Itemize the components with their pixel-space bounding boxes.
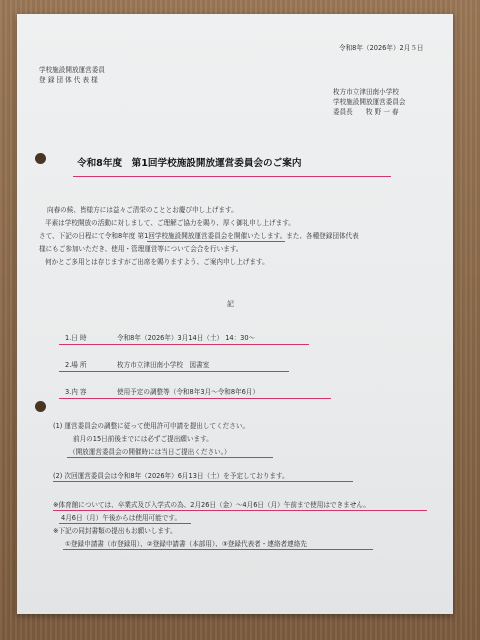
body-line-3: さて、下記の日程にて令和8年度 第1回学校施設開放運営委員会を開催いたします。また、各種登録団体代表 <box>39 232 359 240</box>
document-title: 令和8年度 第1回学校施設開放運営委員会のご案内 <box>77 158 302 169</box>
item-content-underline <box>59 398 331 399</box>
body-line-4: 様にもご参加いただき、使用・管理運営等について会合を行います。 <box>39 245 243 253</box>
sender-chairman: 委員長 牧 野 一 春 <box>333 108 399 116</box>
item-content-label: 3.内 容 <box>65 388 87 396</box>
sender-school: 枚方市立津田南小学校 <box>333 88 399 96</box>
item-datetime-label: 1.日 時 <box>65 334 87 342</box>
note-2-underline <box>53 481 353 482</box>
item-place-label: 2.場 所 <box>65 361 87 369</box>
punch-hole-top <box>35 153 46 164</box>
enclosed-documents-underline <box>63 549 373 550</box>
punch-hole-bottom <box>35 401 46 412</box>
note-3-line-2-underline <box>59 523 191 524</box>
note-1-underline <box>67 457 273 458</box>
note-1-line-2: 前月の15日前後までには必ずご提出願います。 <box>73 435 213 443</box>
sender-committee: 学校施設開放運営委員会 <box>333 98 406 106</box>
title-underline <box>73 176 391 177</box>
recipient-line-2: 登 録 団 体 代 表 様 <box>39 76 98 84</box>
issue-date: 令和8年（2026年）2月５日 <box>339 44 424 52</box>
enclosed-documents: ①登録申請書（市登録用）、②登録申請書（本部用）、③登録代表者・連絡者連絡先 <box>65 540 307 548</box>
body-underline-1 <box>147 241 285 242</box>
note-3-line-1: ※体育館については、卒業式及び入学式の為、2月26日（金）～4月6日（月）午前まで使用はできません。 <box>53 501 370 509</box>
document-page <box>17 14 453 614</box>
note-3-line-2: 4月6日（月）午後からは使用可能です。 <box>61 514 181 522</box>
body-line-1: 向春の候、皆様方には益々ご清栄のこととお慶び申し上げます。 <box>47 206 238 214</box>
ki-heading: 記 <box>227 300 234 308</box>
note-1-line-1: (1) 運営委員会の調整に従って使用許可申請を提出してください。 <box>53 422 250 430</box>
note-2: (2) 次回運営委員会は令和8年（2026年）6月13日（土）を予定しております。 <box>53 472 289 480</box>
item-datetime-underline <box>59 344 309 345</box>
item-content-value: 使用予定の調整等（令和8年3月～令和8年6月） <box>117 388 260 396</box>
item-datetime-value: 令和8年（2026年）3月14日（土） 14：30～ <box>117 334 256 342</box>
recipient-line-1: 学校施設開放運営委員 <box>39 66 105 74</box>
note-3-underline <box>53 510 427 511</box>
note-1-line-3: （開放運営委員会の開催時には当日ご提出ください。） <box>69 448 231 456</box>
item-place-underline <box>59 371 289 372</box>
item-place-value: 枚方市立津田南小学校 図書室 <box>117 361 210 369</box>
note-4: ※下記の同封書類の提出もお願いします。 <box>53 527 177 535</box>
body-line-5: 何かとご多用とは存じますがご出席を賜りますよう、ご案内申し上げます。 <box>45 258 269 266</box>
body-line-2: 平素は学校開放の活動に対しまして、ご理解ご協力を賜り、厚く御礼申し上げます。 <box>45 219 295 227</box>
